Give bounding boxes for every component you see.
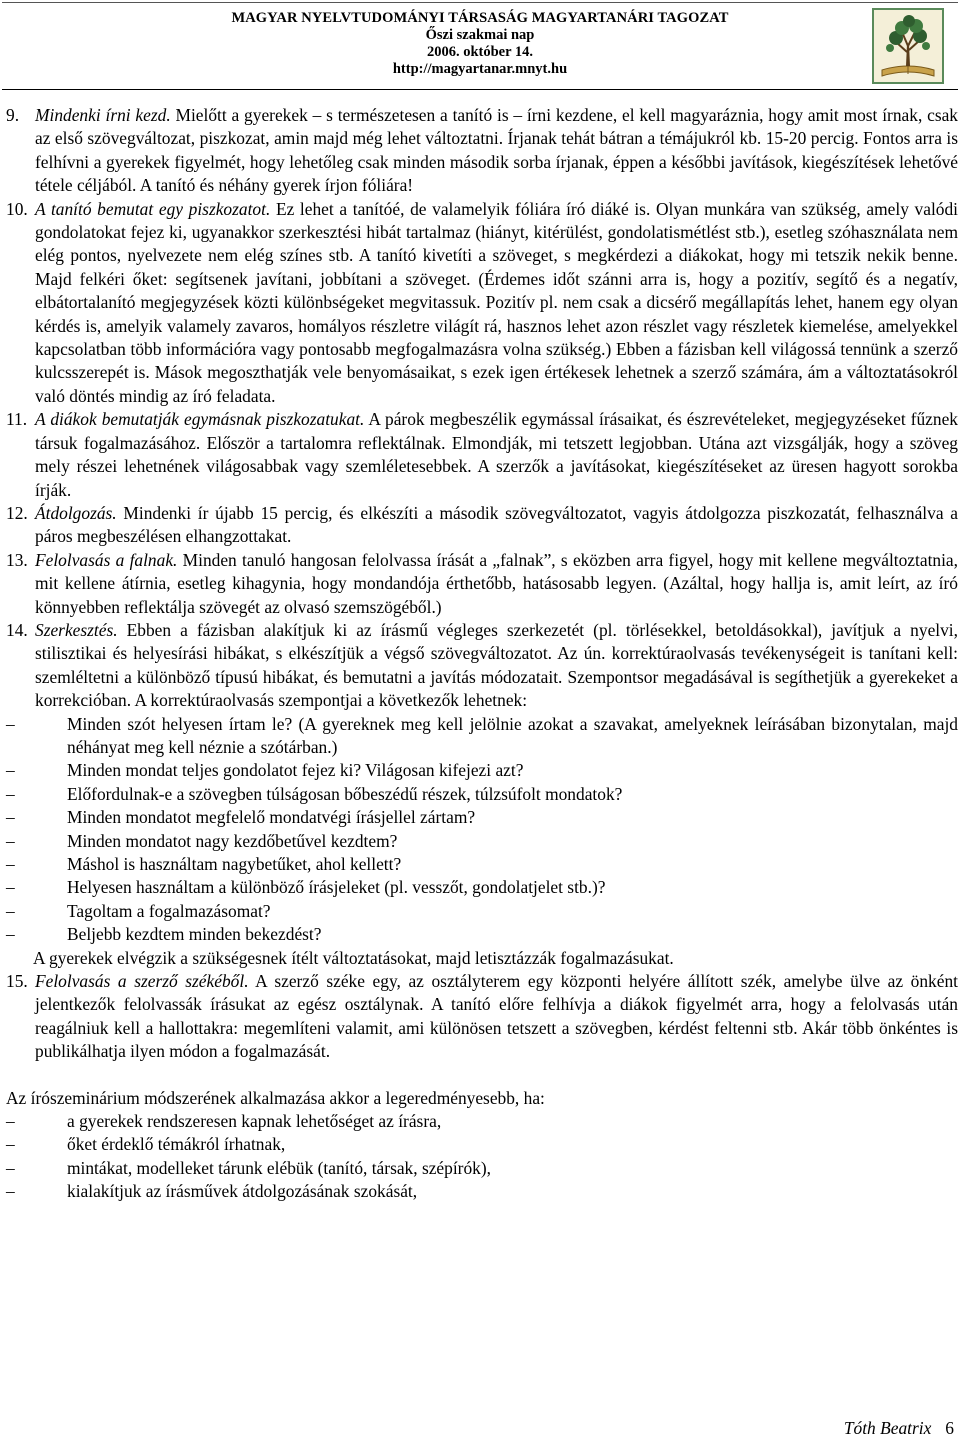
step-number: 11. xyxy=(6,409,28,430)
list-item xyxy=(6,900,958,923)
step-text: Ebben a fázisban alakítjuk ki az írásmű végleges szerkezetét (pl. törlésekkel, betoldásokkal), javítjuk a nyelvi, stilisztikai és helyesírási hibákat, s elkészítjük a végső szövegváltozatot. Az ún. korrektúraolvasás tevékenységeit is tanítani kell: szemléltetni a különböző típusú hibákat, és bemutatni a javítás módozatait. Szempontsor megadásával is segíthetjük a gyerekeket a korrekcióban. A korrektúraolvasás szempontjai a következők lehetnek: xyxy=(35,619,958,711)
step-paragraph xyxy=(35,408,958,502)
header-date: 2006. október 14. xyxy=(426,44,534,60)
dash-bullet: – xyxy=(6,760,15,781)
step-text: Minden tanuló hangosan felolvassa írását a „falnak”, s eközben arra figyel, hogy mit kellene megváltoztatnia, mit kellene átírnia, esetleg kihagynia, hogy mondandója érthetőbb, hatásosabb legyen. (Azáltal, hogy hallja is, amit leírt, az író könnyebben reflektálja szövegét az olvasó szemszögéből.) xyxy=(35,549,958,617)
list-item-text: Minden szót helyesen írtam le? (A gyereknek meg kell jelölnie azokat a szavakat, amelyeknek leírásában bizonytalan, majd néhányat meg kell néznie a szótárban.) xyxy=(67,713,958,757)
step-paragraph xyxy=(35,549,958,619)
list-item-text: Minden mondatot megfelelő mondatvégi írásjellel zártam? xyxy=(67,807,476,828)
step-title: Felolvasás a szerző székéből. xyxy=(35,971,249,992)
list-item-text: Minden mondatot nagy kezdőbetűvel kezdtem? xyxy=(67,830,398,851)
step-text: Ez lehet a tanítóé, de valamelyik fóliára író diáké is. Olyan munkára van szükség, amely valódi gondolatokat fejez ki, ugyanakkor szerkesztési hibát tartalmaz (hiányt, kitérülést, gondolatismétlést stb.), esetleg szóhasználata nem elég pontos, nyelvezete nem elég színes stb. A tanító kivetíti a szöveget, s megkérdezi a diákokat, hogy mi tetszik nekik benne. Majd felkéri őket: segítsenek javítani, jobbítani a szöveget. (Érdemes időt szánni arra is, hogy a pozitív, segítő és a negatív, elbátortalanító megjegyzések közti különbségeket megvitassuk. Pozitív pl. nem csak a dicsérő megállapítás lehet, hanem egy olyan kérdés is, amelyik valamely zavaros, homályos részletre világít rá, hasznos lehet azon részlet vagy részletek kiemelése, amelyekkel kapcsolatban több információra vagy pontosabb megfogalmazásra volna szükség.) Ebben a fázisban kell világossá tennünk a szerző kulcsszerepét is. Mások megoszthatják vele benyomásaikat, s ezek igen értékesek lehetnek a szerző számára, ám a változtatásokról való döntés mindig az író feladata. xyxy=(35,198,958,406)
step-paragraph xyxy=(35,619,958,713)
list-item-text: Beljebb kezdtem minden bekezdést? xyxy=(67,924,322,945)
step-title: A tanító bemutat egy piszkozatot. xyxy=(35,198,271,219)
header-text xyxy=(150,10,810,78)
proofreading-checklist xyxy=(6,713,958,947)
dash-bullet: – xyxy=(6,900,15,921)
header-org: MAGYAR NYELVTUDOMÁNYI TÁRSASÁG MAGYARTANÁRI TAGOZAT xyxy=(231,10,729,26)
page-header xyxy=(0,0,960,92)
step-title: Felolvasás a falnak. xyxy=(35,549,178,570)
list-item xyxy=(6,1157,958,1180)
header-event: Őszi szakmai nap xyxy=(425,27,535,43)
step-text: A párok megbeszélik egymással írásaikat, és észrevételeket, megjegyzéseket fűznek társuk fogalmazásához. Először a tartalomra reflektálnak. Elmondják, mi tetszett legjobban. Utána azt vizsgálják, hogy a szöveg mely részei lehetnének világosabbak vagy szemléletesebbek. A szerzők a javításokat, kiegészítéseket az üresen hagyott sorokba írják. xyxy=(35,409,958,500)
header-url: http://magyartanar.mnyt.hu xyxy=(392,61,568,77)
step-title: Mindenki írni kezd. xyxy=(35,105,171,125)
list-item xyxy=(6,1110,958,1133)
step-title: Átdolgozás. xyxy=(35,502,117,523)
step-15 xyxy=(6,970,958,1064)
list-item-text: mintákat, modelleket tárunk elébük (tanító, társak, szépírók), xyxy=(67,1157,491,1178)
dash-bullet: – xyxy=(6,1181,15,1202)
step-13 xyxy=(6,549,958,619)
header-top-rule xyxy=(2,2,958,3)
closing-intro: Az írószeminárium módszerének alkalmazása akkor a legeredményesebb, ha: xyxy=(6,1087,545,1108)
list-item xyxy=(6,923,958,946)
dash-bullet: – xyxy=(6,1134,15,1155)
step-title: A diákok bemutatják egymásnak piszkozatukat. xyxy=(35,409,365,430)
list-item-text: Tagoltam a fogalmazásomat? xyxy=(67,900,271,921)
list-item xyxy=(6,830,958,853)
dash-bullet: – xyxy=(6,713,15,734)
list-item-text: Minden mondat teljes gondolatot fejez ki? Világosan kifejezi azt? xyxy=(67,760,524,781)
step-number: 10. xyxy=(6,198,28,219)
step-number: 9. xyxy=(6,105,20,125)
step-paragraph xyxy=(35,502,958,549)
step-number: 12. xyxy=(6,502,28,523)
tree-on-book-logo-icon xyxy=(872,8,944,84)
step-12 xyxy=(6,502,958,549)
list-item xyxy=(6,783,958,806)
step-paragraph xyxy=(35,104,958,198)
step-text: Mielőtt a gyerekek – s természetesen a tanító is – írni kezdene, el kell magyaráznia, hogy amit most írnak, csak az első szövegváltozat, piszkozat, amin majd még lehet változtatni. Írjanak tehát bátran a témájukról kb. 15-20 percig. Fontos arra is felhívni a gyerekek figyelmét, hogy lehetőleg csak minden második sorba írjanak, éppen a későbbi javítások, kiegészítések lehetővé tétele céljából. A tanító és néhány gyerek írjon fóliára! xyxy=(35,105,959,196)
step-title: Szerkesztés. xyxy=(35,619,118,640)
list-item xyxy=(6,853,958,876)
checklist-followup: A gyerekek elvégzik a szükségesnek ítélt változtatásokat, majd letisztázzák fogalmazásukat. xyxy=(33,947,674,968)
list-item-text: Máshol is használtam nagybetűket, ahol kellett? xyxy=(67,854,402,874)
list-item-text: őket érdeklő témákról írhatnak, xyxy=(67,1134,286,1155)
dash-bullet: – xyxy=(6,1111,15,1132)
list-item-text: a gyerekek rendszeresen kapnak lehetőséget az írásra, xyxy=(67,1111,442,1132)
step-number: 13. xyxy=(6,549,28,570)
footer-author: Tóth Beatrix xyxy=(843,1418,932,1438)
step-number: 14. xyxy=(6,619,28,640)
step-text: A szerző széke egy, az osztályterem egy központi helyére állított szék, amelybe ülve az önként jelentkezők felolvassák írásukat az egész osztálynak. A tanító előre felhívja a diákok figyelmét arra, hogy a felolvasás után reagálniuk kell a hallottakra: megemlíteni valamit, ami különösen tetszett a szövegben, kérdést feltenni stb. Akár több önkéntes is publikálhatja ilyen módon a fogalmazását. xyxy=(35,971,958,1062)
header-bottom-rule xyxy=(2,89,958,90)
document-body xyxy=(6,104,958,1204)
list-item xyxy=(6,806,958,829)
list-item-text: Előfordulnak-e a szövegben túlságosan bőbeszédű részek, túlzsúfolt mondatok? xyxy=(67,783,623,804)
page-footer xyxy=(844,1418,954,1439)
step-paragraph xyxy=(35,970,958,1064)
dash-bullet: – xyxy=(6,783,15,804)
step-text: Mindenki ír újabb 15 percig, és elkészíti a második szövegváltozatot, vagyis átdolgozza piszkozatát, felhasználva a páros megbeszélésen elhangzottakat. xyxy=(35,502,958,547)
step-14 xyxy=(6,619,958,713)
list-item xyxy=(6,1180,958,1203)
list-item xyxy=(6,1133,958,1156)
step-9 xyxy=(6,104,958,198)
list-item xyxy=(6,876,958,899)
list-item xyxy=(6,713,958,760)
list-item-text: Helyesen használtam a különböző írásjeleket (pl. vesszőt, gondolatjelet stb.)? xyxy=(67,877,606,898)
page-number: 6 xyxy=(945,1418,954,1438)
dash-bullet: – xyxy=(6,924,15,945)
list-item xyxy=(6,759,958,782)
dash-bullet: – xyxy=(6,830,15,851)
list-item-text: kialakítjuk az írásművek átdolgozásának szokását, xyxy=(67,1181,418,1202)
step-paragraph xyxy=(35,198,958,409)
step-11 xyxy=(6,408,958,502)
dash-bullet: – xyxy=(6,877,15,898)
step-10 xyxy=(6,198,958,409)
dash-bullet: – xyxy=(6,807,15,828)
closing-list xyxy=(6,1110,958,1204)
step-number: 15. xyxy=(6,971,28,992)
dash-bullet: – xyxy=(6,854,15,874)
dash-bullet: – xyxy=(6,1157,15,1178)
